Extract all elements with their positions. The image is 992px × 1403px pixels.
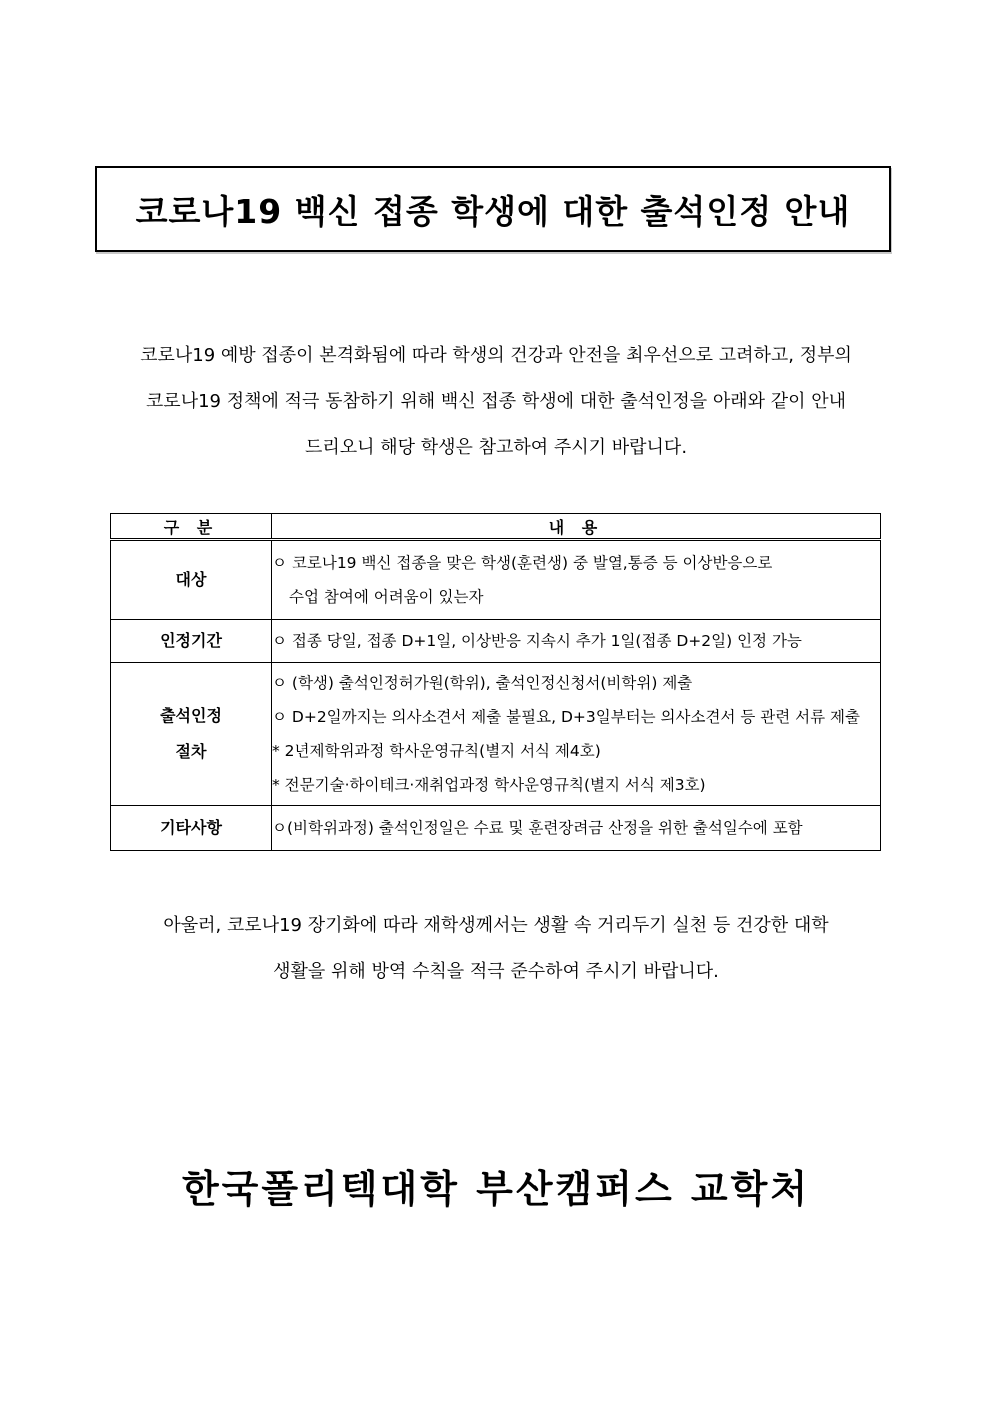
table-row-target [111, 540, 881, 620]
content-line: ㅇ D+2일까지는 의사소견서 제출 불필요, D+3일부터는 의사소견서 등 관련 서류 제출 [272, 708, 860, 726]
intro-line: 드리오니 해당 학생은 참고하여 주시기 바랍니다. [304, 437, 688, 458]
content-cell [272, 620, 881, 663]
content-line: ㅇ 코로나19 백신 접종을 맞은 학생(훈련생) 중 발열,통증 등 이상반응으로 [272, 554, 773, 572]
content-cell [272, 806, 881, 851]
content-line: 수업 참여에 어려움이 있는자 [289, 588, 484, 606]
content-cell [272, 663, 881, 806]
issuer-footer: 한국폴리텍대학 부산캠퍼스 교학처 [181, 1167, 811, 1211]
category-label: 인정기간 [160, 631, 222, 650]
category-label: 기타사항 [160, 818, 222, 837]
table-header-row [111, 514, 881, 540]
content-cell [272, 540, 881, 620]
table-row-misc [111, 806, 881, 851]
content-line: ㅇ 접종 당일, 접종 D+1일, 이상반응 지속시 추가 1일(접종 D+2일) 인정 가능 [272, 632, 802, 650]
category-cell [111, 540, 272, 620]
closing-line: 생활을 위해 방역 수칙을 적극 준수하여 주시기 바랍니다. [273, 961, 719, 982]
header-content: 내 용 [272, 514, 881, 540]
closing-line: 아울러, 코로나19 장기화에 따라 재학생께서는 생활 속 거리두기 실천 등 건강한 대학 [163, 915, 829, 936]
content-line: * 전문기술·하이테크·재취업과정 학사운영규칙(별지 서식 제3호) [272, 776, 706, 794]
content-line: ㅇ (학생) 출석인정허가원(학위), 출석인정신청서(비학위) 제출 [272, 674, 693, 692]
intro-line: 코로나19 예방 접종이 본격화됨에 따라 학생의 건강과 안전을 최우선으로 고려하고, 정부의 [140, 345, 852, 366]
category-label: 절차 [175, 742, 207, 761]
category-label: 출석인정 [160, 706, 222, 725]
content-line: * 2년제학위과정 학사운영규칙(별지 서식 제4호) [272, 742, 601, 760]
attendance-info-table [110, 513, 881, 851]
content-line: ㅇ(비학위과정) 출석인정일은 수료 및 훈련장려금 산정을 위한 출석일수에 포함 [272, 819, 803, 837]
category-cell [111, 806, 272, 851]
table-row-procedure [111, 663, 881, 806]
table-row-period [111, 620, 881, 663]
intro-line: 코로나19 정책에 적극 동참하기 위해 백신 접종 학생에 대한 출석인정을 아래와 같이 안내 [145, 391, 847, 412]
category-cell [111, 663, 272, 806]
category-cell [111, 620, 272, 663]
document-title: 코로나19 백신 접종 학생에 대한 출석인정 안내 [135, 191, 851, 231]
category-label: 대상 [175, 570, 207, 589]
title-box [95, 166, 891, 252]
header-category: 구 분 [111, 514, 272, 540]
